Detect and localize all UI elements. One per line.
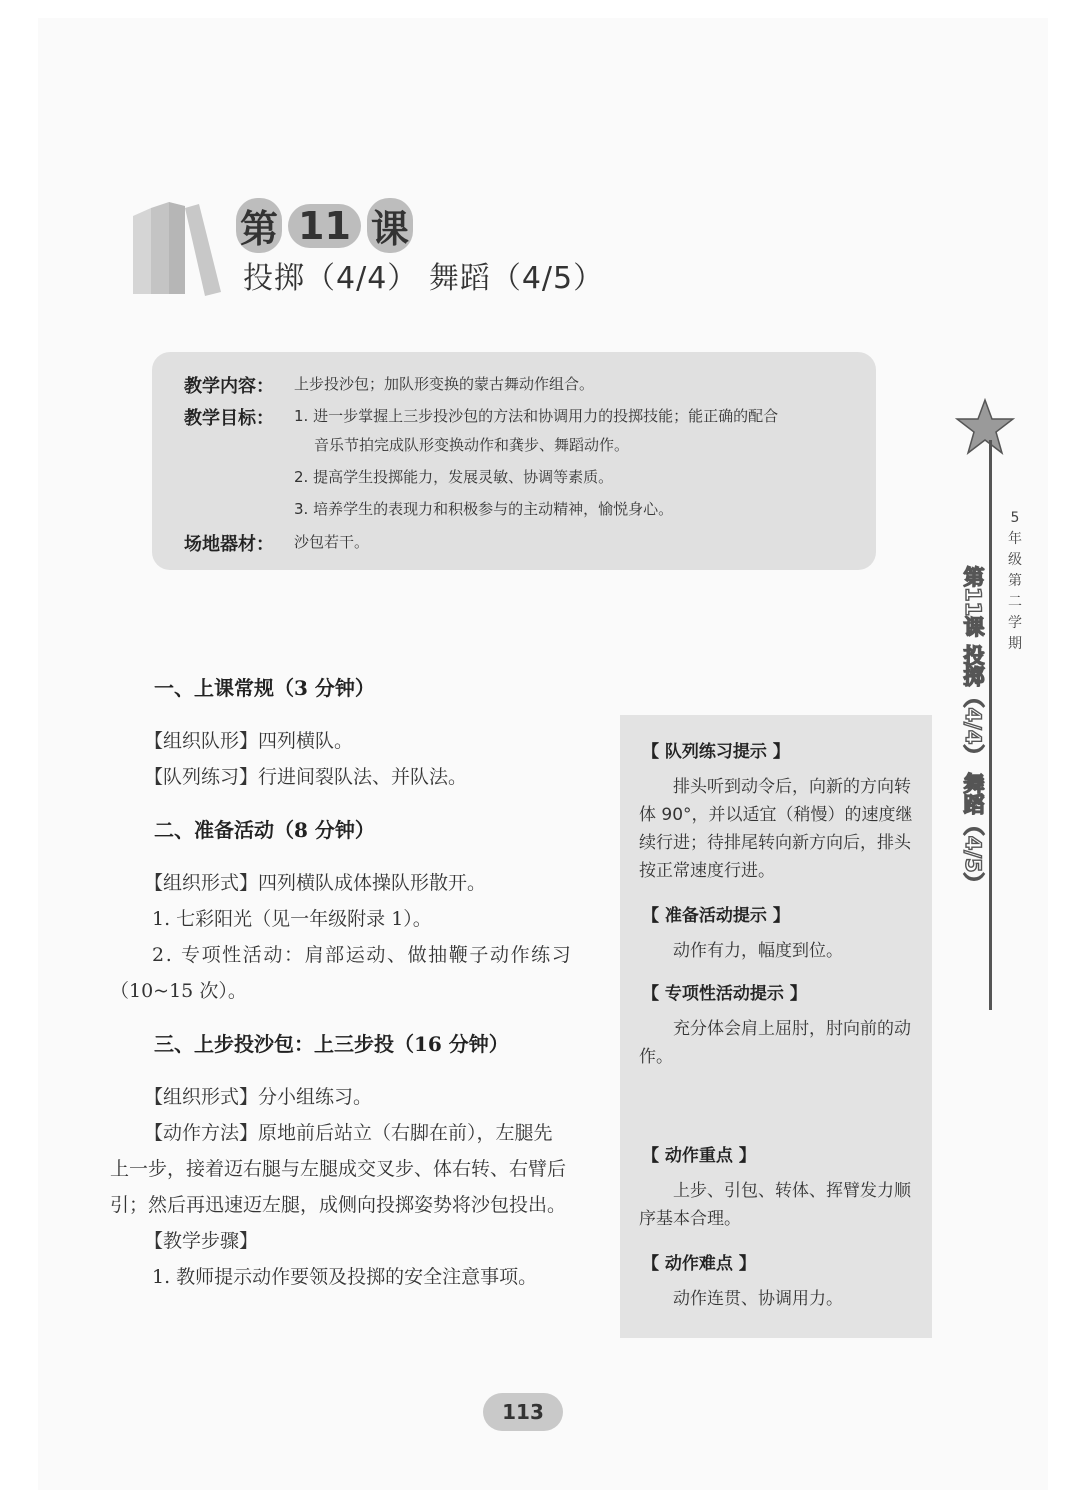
tip-title: 【 动作难点 】	[642, 1254, 756, 1274]
star-icon	[955, 398, 1015, 456]
tip-body: 上步、引包、转体、挥臂发力顺序基本合理。	[639, 1181, 911, 1229]
goal-2: 2. 提高学生投掷能力，发展灵敏、协调等素质。	[294, 468, 614, 486]
section-heading-1: 一、上课常规（3 分钟）	[154, 676, 375, 700]
books-icon	[133, 198, 223, 298]
goal-1-line-1: 1. 进一步掌握上三步投沙包的方法和协调用力的投掷技能；能正确的配合	[294, 407, 779, 425]
paragraph: 【队列练习】行进间裂队法、并队法。	[144, 766, 468, 788]
paragraph: 【组织形式】四列横队成体操队形散开。	[144, 872, 487, 894]
equipment-label: 场地器材：	[184, 534, 274, 555]
lesson-prefix: 第	[236, 198, 282, 253]
tip-body: 动作有力，幅度到位。	[673, 941, 843, 961]
content-text: 上步投沙包；加队形变换的蒙古舞动作组合。	[294, 375, 595, 393]
content-row	[184, 372, 594, 398]
goal-1-line-2: 音乐节拍完成队形变换动作和龚步、舞蹈动作。	[314, 436, 630, 454]
paragraph: 引；然后再迅速迈左腿，成侧向投掷姿势将沙包投出。	[110, 1194, 567, 1216]
paragraph: （10~15 次）。	[110, 980, 247, 1002]
paragraph: 【动作方法】原地前后站立（右脚在前），左腿先	[144, 1122, 553, 1144]
goals-row	[184, 404, 778, 430]
equipment-text: 沙包若干。	[294, 533, 370, 551]
section-heading-3: 三、上步投沙包：上三步投（16 分钟）	[154, 1032, 509, 1056]
side-grade-label: 5年级 第二学期	[1008, 510, 1022, 652]
goals-label: 教学目标：	[184, 408, 274, 429]
content-label: 教学内容：	[184, 376, 274, 397]
tip-title: 【 队列练习提示 】	[642, 742, 790, 762]
tips-sidebar	[620, 715, 932, 1338]
paragraph: 上一步，接着迈右腿与左腿成交叉步、体右转、右臂后	[110, 1158, 567, 1180]
tip-title: 【 专项性活动提示 】	[642, 984, 807, 1004]
goal-3: 3. 培养学生的表现力和积极参与的主动精神，愉悦身心。	[294, 500, 674, 518]
tip-title: 【 动作重点 】	[642, 1146, 756, 1166]
paragraph: 2. 专项性活动：肩部运动、做抽鞭子动作练习	[152, 944, 573, 966]
lesson-title	[236, 198, 413, 253]
paragraph: 1. 教师提示动作要领及投掷的安全注意事项。	[152, 1266, 538, 1288]
side-divider	[989, 440, 992, 1010]
side-lesson-label: 第11课 投掷（4/4） 舞蹈（4/5）	[961, 566, 985, 894]
lesson-subtitle: 投掷（4/4） 舞蹈（4/5）	[243, 261, 605, 296]
tip-title: 【 准备活动提示 】	[642, 906, 790, 926]
lesson-info-box	[152, 352, 876, 570]
page-number: 113	[483, 1393, 563, 1431]
paragraph: 【组织形式】分小组练习。	[144, 1086, 373, 1108]
lesson-number: 11	[288, 204, 361, 248]
paragraph: 【组织队形】四列横队。	[144, 730, 354, 752]
tip-body: 动作连贯、协调用力。	[673, 1289, 843, 1309]
paragraph: 【教学步骤】	[144, 1230, 259, 1252]
lesson-suffix: 课	[367, 198, 413, 253]
paragraph: 1. 七彩阳光（见一年级附录 1）。	[152, 908, 432, 930]
tip-body: 充分体会肩上屈肘，肘向前的动作。	[639, 1019, 911, 1067]
equipment-row	[184, 530, 369, 556]
section-heading-2: 二、准备活动（8 分钟）	[154, 818, 375, 842]
tip-body: 排头听到动令后，向新的方向转体 90°，并以适宜（稍慢）的速度继续行进；待排尾转向新方向后，排头按正常速度行进。	[639, 777, 913, 881]
